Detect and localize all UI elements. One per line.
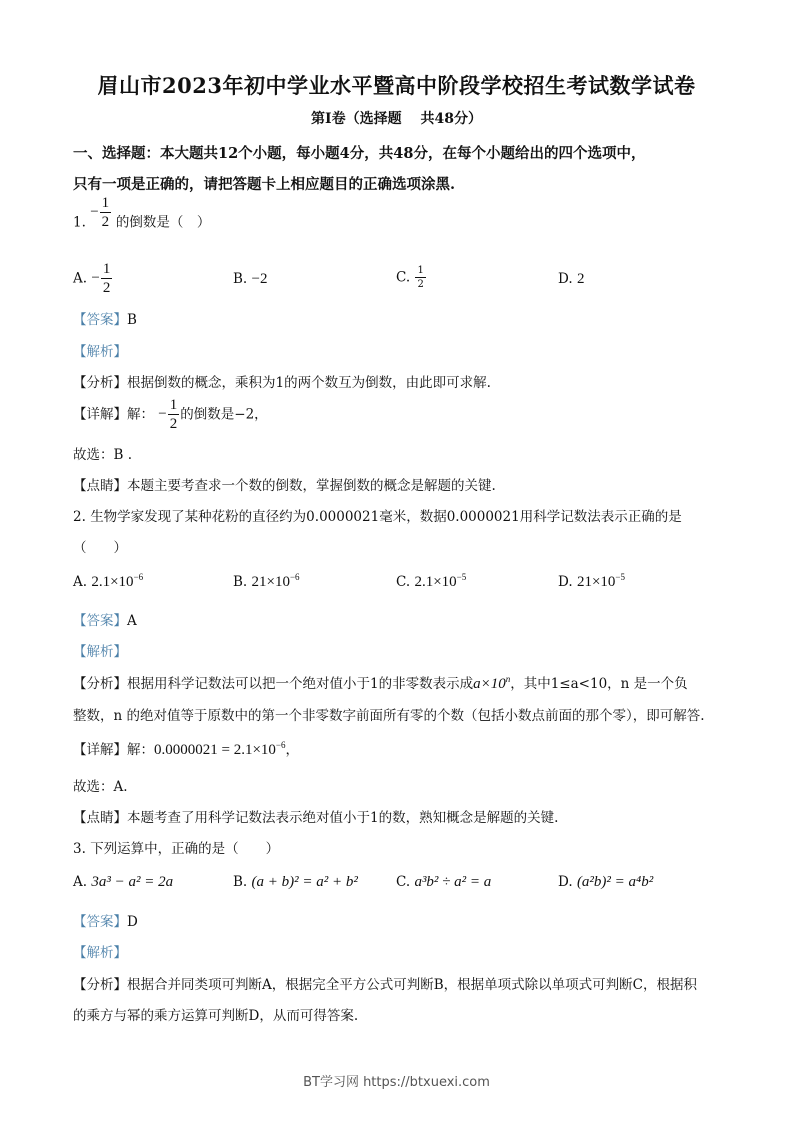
numerator: 1 [417, 265, 424, 276]
q3-option-a [73, 874, 173, 891]
q2-option-d [558, 572, 625, 591]
exponent: −5 [456, 572, 467, 582]
q1-sign: − [90, 204, 99, 221]
option-value: a³b² ÷ a² = a [414, 874, 492, 890]
xiangjie-label: 【详解】 [73, 406, 127, 423]
q1-dianjing [73, 474, 496, 494]
option-label: D. [558, 874, 573, 890]
xiangjie-label: 【详解】 [73, 742, 127, 758]
dianjing-text: 本题考查了用科学记数法表示绝对值小于1的数，熟知概念是解题的关键. [127, 810, 559, 826]
answer-value: D [127, 914, 138, 930]
q1-stem-text: 的倒数是（ ） [115, 214, 211, 231]
xiangjie-prefix: 解： [127, 406, 154, 423]
q2-option-c [396, 572, 466, 591]
page-title: 眉山市2023年初中学业水平暨高中阶段学校招生考试数学试卷 [97, 73, 696, 98]
option-value: (a²b)² = a⁴b² [576, 874, 654, 890]
option-label: A. [73, 270, 88, 287]
option-label: D. [558, 574, 573, 590]
fraction [168, 398, 180, 432]
q1-option-a [73, 262, 113, 296]
xiangjie-prefix: 解： [127, 742, 154, 758]
exponent: n [505, 674, 511, 684]
option-label: B. [233, 874, 248, 890]
xiangjie-suffix: 的倒数是−2， [180, 406, 268, 423]
option-value: −2 [251, 271, 268, 287]
dianjing-label: 【点睛】 [73, 478, 127, 494]
q2-fenxi-line1 [73, 672, 688, 693]
option-value: 2 [576, 271, 585, 287]
answer-value: A [127, 613, 137, 629]
footer-watermark: BT学习网 https://btxuexi.com [303, 1075, 490, 1090]
option-value [252, 574, 300, 590]
q1-option-c [396, 266, 427, 290]
q1-fraction [100, 196, 112, 230]
option-value [91, 261, 113, 296]
q3-stem [73, 837, 279, 857]
q2-stem-text: 生物学家发现了某种花粉的直径约为0.0000021毫米，数据0.0000021用科学记数法表示正确的是 [90, 509, 682, 525]
q1-number: 1. [73, 214, 86, 231]
fenxi-label: 【分析】 [73, 676, 127, 692]
exponent: −6 [133, 572, 144, 582]
section-instruction-line2: 只有一项是正确的，请把答题卡上相应题目的正确选项涂黑. [73, 176, 456, 193]
answer-value: B [127, 312, 137, 328]
fenxi-text: 根据合并同类项可判断A，根据完全平方公式可判断B，根据单项式除以单项式可判断C，根据积 [127, 977, 697, 993]
fenxi-expr [473, 676, 510, 692]
exponent: −6 [289, 572, 300, 582]
base: 21×10 [576, 574, 616, 590]
q2-option-b [233, 572, 300, 591]
numerator: 1 [169, 397, 178, 413]
denominator: 2 [417, 279, 424, 290]
option-value [414, 574, 466, 590]
q3-fenxi-line1 [73, 973, 697, 993]
sign: − [158, 406, 167, 423]
q1-xiangjie [73, 398, 268, 432]
fenxi-label: 【分析】 [73, 977, 127, 993]
xiangjie-expr [154, 742, 286, 758]
option-value [91, 574, 143, 590]
option-label: A. [73, 874, 88, 890]
denominator: 2 [169, 416, 178, 432]
answer-label: 【答案】 [73, 914, 127, 930]
option-label: D. [558, 271, 573, 287]
base: a×10 [473, 676, 506, 692]
xiangjie-suffix: ， [285, 742, 299, 758]
fraction [415, 266, 425, 290]
q3-option-d [558, 874, 653, 891]
answer-label: 【答案】 [73, 613, 127, 629]
q3-fenxi-line2: 的乘方与幂的乘方运算可判断D，从而可得答案. [73, 1008, 359, 1024]
q1-option-d [558, 271, 584, 288]
denominator: 2 [101, 214, 110, 230]
base: 21×10 [251, 574, 290, 590]
q1-guxuan: 故选：B . [73, 447, 133, 463]
option-label: C. [396, 269, 411, 286]
q3-analysis-label: 【解析】 [73, 945, 127, 961]
q3-stem-text: 下列运算中，正确的是（ ） [90, 841, 280, 857]
fenxi-text: 根据倒数的概念，乘积为1的两个数互为倒数，由此即可求解. [127, 375, 491, 391]
numerator: 1 [102, 261, 111, 277]
q2-analysis-label: 【解析】 [73, 644, 127, 660]
fraction [101, 262, 113, 296]
q3-option-b [233, 874, 358, 891]
q1-analysis-label: 【解析】 [73, 344, 127, 360]
q2-answer [73, 609, 137, 629]
fenxi-text: 根据用科学记数法可以把一个绝对值小于1的非零数表示成 [127, 676, 474, 692]
q2-stem-paren: （ ） [73, 540, 127, 556]
base: 2.1×10 [414, 574, 457, 590]
page-subtitle: 第I卷（选择题 共48分） [311, 111, 482, 127]
dianjing-text: 本题主要考查求一个数的倒数，掌握倒数的概念是解题的关键. [127, 478, 496, 494]
q1-answer [73, 308, 137, 328]
q2-number: 2. [73, 509, 86, 525]
q2-option-a [73, 572, 143, 591]
q2-stem [73, 505, 682, 525]
option-label: B. [233, 271, 248, 287]
q1-fenxi [73, 371, 491, 391]
exponent: −6 [275, 740, 286, 750]
option-value: 3a³ − a² = 2a [91, 874, 174, 890]
q1-stem [73, 195, 211, 240]
sign: − [91, 270, 100, 287]
fenxi-text-tail: ，其中1≤a<10，n 是一个负 [510, 676, 688, 692]
option-value [577, 574, 625, 590]
q2-fenxi-line2: 整数，n 的绝对值等于原数中的第一个非零数字前面所有零的个数（包括小数点前面的那个零），即可解答. [73, 708, 705, 724]
numerator: 1 [101, 195, 110, 211]
q1-expr [90, 195, 116, 230]
answer-label: 【答案】 [73, 312, 127, 328]
option-value: (a + b)² = a² + b² [251, 874, 358, 890]
option-label: B. [233, 574, 248, 590]
option-label: A. [73, 574, 88, 590]
dianjing-label: 【点睛】 [73, 810, 127, 826]
option-label: C. [396, 574, 411, 590]
fenxi-label: 【分析】 [73, 375, 127, 391]
q3-option-c [396, 874, 491, 891]
q2-dianjing [73, 806, 558, 826]
denominator: 2 [102, 280, 111, 296]
base: 0.0000021 = 2.1×10 [154, 742, 276, 758]
q2-xiangjie [73, 738, 299, 759]
base: 2.1×10 [91, 574, 134, 590]
exponent: −5 [615, 572, 625, 582]
q2-guxuan: 故选：A. [73, 779, 128, 795]
q3-number: 3. [73, 841, 86, 857]
q1-option-b [233, 271, 267, 288]
option-label: C. [396, 874, 411, 890]
section-instruction-line1: 一、选择题：本大题共12个小题，每小题4分，共48分，在每个小题给出的四个选项中， [73, 145, 646, 162]
q3-answer [73, 910, 138, 930]
xiangjie-expr [158, 397, 180, 432]
